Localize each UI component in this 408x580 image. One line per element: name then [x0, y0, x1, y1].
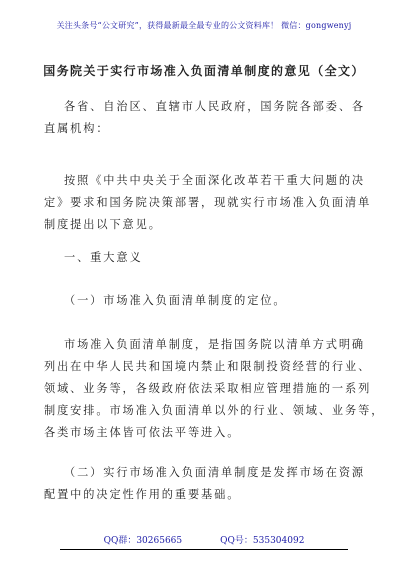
body-line: 领域、业务等，各级政府依法采取相应管理措施的一系列 — [44, 382, 372, 395]
body-line: 各类市场主体皆可依法平等进入。 — [44, 426, 241, 439]
subsection-line: （二）实行市场准入负面清单制度是发挥市场在资源 — [64, 466, 366, 479]
section-heading-text: 一、重大意义 — [64, 251, 143, 264]
subsection-heading — [64, 290, 354, 312]
subsection-line: 配置中的决定性作用的重要基础。 — [44, 488, 241, 501]
footer-divider — [60, 549, 348, 550]
intro-line: 定》要求和国务院决策部署，现就实行市场准入负面清单 — [44, 196, 372, 209]
body-paragraph — [44, 334, 385, 444]
body-line: 列出在中华人民共和国境内禁止和限制投资经营的行业、 — [44, 360, 372, 373]
address-line: 各省、自治区、直辖市人民政府，国务院各部委、各 — [64, 100, 366, 113]
intro-paragraph — [44, 170, 372, 236]
intro-line: 按照《中共中央关于全面深化改革若干重大问题的决 — [64, 174, 366, 187]
footer — [0, 533, 408, 546]
section-heading — [64, 247, 354, 269]
body-line: 市场准入负面清单制度，是指国务院以清单方式明确 — [64, 338, 366, 351]
intro-line: 制度提出以下意见。 — [44, 218, 162, 231]
document-title: 国务院关于实行市场准入负面清单制度的意见（全文） — [43, 64, 365, 78]
header-banner: 关注头条号“公文研究”，获得最新最全最专业的公文资料库！ 微信：gongwenyj — [56, 21, 352, 30]
address-paragraph — [44, 96, 366, 140]
address-line: 直属机构： — [44, 122, 110, 135]
subsection-heading-text: （一）市场准入负面清单制度的定位。 — [64, 294, 287, 307]
footer-qq-number: QQ号：535304092 — [220, 536, 305, 546]
footer-qq-group: QQ群：30265665 — [103, 536, 183, 546]
subsection-paragraph — [44, 462, 366, 506]
body-line: 制度安排。市场准入负面清单以外的行业、领域、业务等， — [44, 404, 385, 417]
